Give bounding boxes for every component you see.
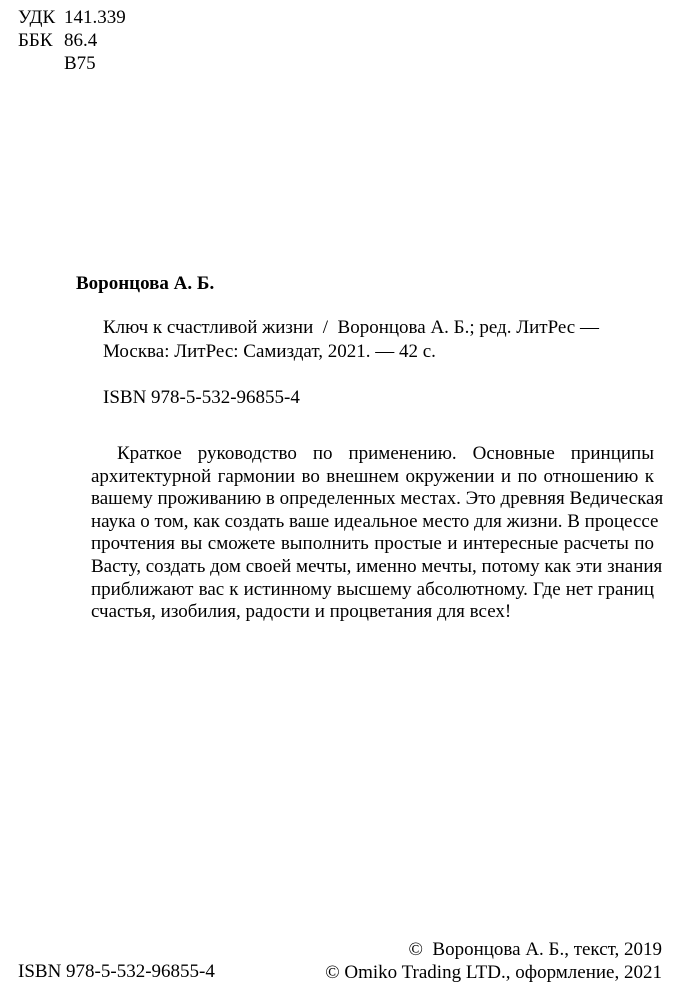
copyright-notices (325, 938, 662, 984)
bbk-value: 86.4 (64, 30, 98, 51)
annotation-line: вашему проживанию в определенных местах. Это древняя Ведическая (91, 488, 664, 510)
isbn: ISBN 978-5-532-96855-4 (103, 387, 300, 408)
footer-isbn: ISBN 978-5-532-96855-4 (18, 961, 215, 982)
bbk-label: ББК (18, 30, 53, 51)
udk-row (18, 6, 126, 29)
annotation-line: архитектурной гармонии во внешнем окружении и по отношению к (91, 465, 654, 487)
annotation-line: Васту, создать дом своей мечты, именно мечты, потому как эти знания (91, 555, 663, 577)
author-heading: Воронцова А. Б. (76, 273, 215, 294)
author-mark: В75 (64, 53, 96, 74)
udk-value: 141.339 (64, 7, 126, 28)
annotation-line: приближают вас к истинному высшему абсолютному. Где нет границ (91, 578, 654, 600)
bbk-row (18, 29, 126, 52)
author-mark-row (18, 52, 126, 75)
biblio-line-title: Ключ к счастливой жизни / Воронцова А. Б.; ред. ЛитРес — (103, 317, 599, 338)
annotation (91, 443, 664, 624)
biblio-line-publisher: Москва: ЛитРес: Самиздат, 2021. — 42 с. (103, 341, 436, 362)
copyright-author: © Воронцова А. Б., текст, 2019 (408, 939, 662, 960)
annotation-line: Краткое руководство по применению. Основные принципы (117, 443, 654, 464)
udk-label: УДК (18, 7, 56, 28)
annotation-line: наука о том, как создать ваше идеальное место для жизни. В процессе (91, 510, 659, 532)
bibliographic-record (103, 316, 599, 364)
annotation-line: прочтения вы сможете выполнить простые и интересные расчеты по (91, 533, 654, 555)
classification-indices (18, 6, 126, 75)
copyright-design: © Omiko Trading LTD., оформление, 2021 (325, 962, 662, 983)
annotation-line: счастья, изобилия, радости и процветания для всех! (91, 601, 512, 623)
